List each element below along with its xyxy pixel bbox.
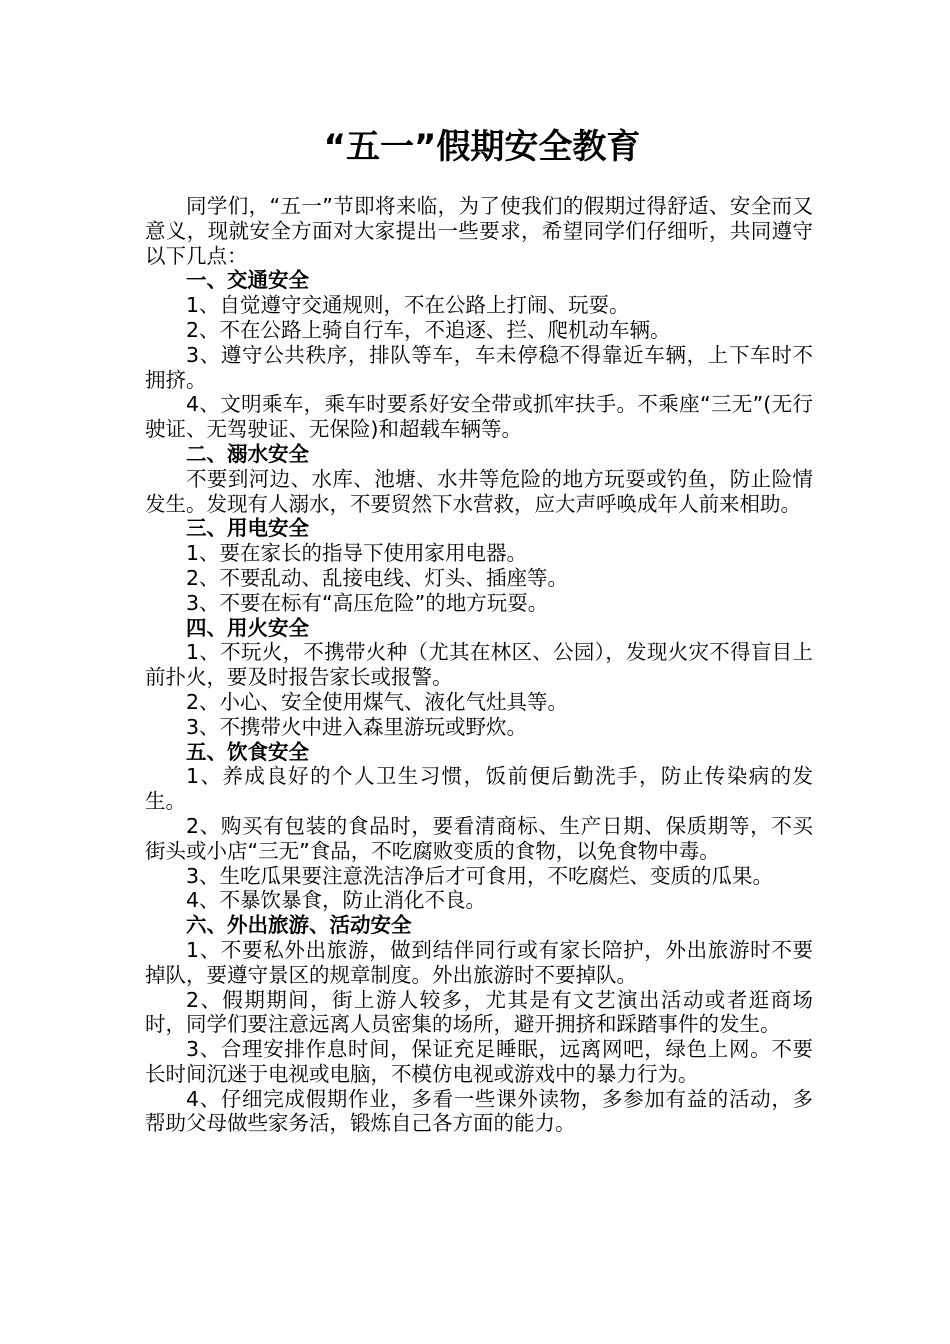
section-heading-fire: 四、用火安全 [186, 615, 309, 640]
section-heading-drowning: 二、溺水安全 [186, 441, 309, 466]
document-page [145, 122, 813, 1136]
food-item-3: 3、生吃瓜果要注意洗洁净后才可食用，不吃腐烂、变质的瓜果。 [186, 863, 774, 888]
fire-item-1: 1、不玩火，不携带火种（尤其在林区、公园），发现火灾不得盲目上前扑火，要及时报告家长或报警。 [145, 640, 813, 690]
travel-item-1: 1、不要私外出旅游，做到结伴同行或有家长陪护，外出旅游时不要掉队，要遵守景区的规章制度。外出旅游时不要掉队。 [145, 937, 813, 987]
electricity-item-3: 3、不要在标有“高压危险”的地方玩耍。 [186, 590, 549, 615]
section-heading-travel: 六、外出旅游、活动安全 [186, 913, 412, 938]
fire-item-2: 2、小心、安全使用煤气、液化气灶具等。 [186, 689, 569, 714]
drowning-item-1: 不要到河边、水库、池塘、水井等危险的地方玩耍或钓鱼，防止险情发生。发现有人溺水，不要贸然下水营救，应大声呼唤成年人前来相助。 [145, 466, 813, 516]
intro-paragraph: 同学们，“五一”节即将来临，为了使我们的假期过得舒适、安全而又意义，现就安全方面对大家提出一些要求，希望同学们仔细听，共同遵守以下几点： [145, 194, 813, 268]
section-heading-electricity: 三、用电安全 [186, 516, 309, 541]
traffic-item-4: 4、文明乘车，乘车时要系好安全带或抓牢扶手。不乘座“三无”(无行驶证、无驾驶证、无保险)和超载车辆等。 [145, 392, 813, 442]
section-heading-food: 五、饮食安全 [186, 739, 309, 764]
traffic-item-2: 2、不在公路上骑自行车，不追逐、拦、爬机动车辆。 [186, 317, 671, 342]
electricity-item-1: 1、要在家长的指导下使用家用电器。 [186, 541, 528, 566]
document-body [145, 194, 813, 1136]
fire-item-3: 3、不携带火中进入森里游玩或野炊。 [186, 714, 528, 739]
travel-item-2: 2、假期期间，街上游人较多，尤其是有文艺演出活动或者逛商场时，同学们要注意远离人员密集的场所，避开拥挤和踩踏事件的发生。 [145, 987, 813, 1037]
food-item-1: 1、养成良好的个人卫生习惯，饭前便后勤洗手，防止传染病的发生。 [145, 764, 813, 814]
food-item-4: 4、不暴饮暴食，防止消化不良。 [186, 888, 487, 913]
electricity-item-2: 2、不要乱动、乱接电线、灯头、插座等。 [186, 565, 569, 590]
traffic-item-1: 1、自觉遵守交通规则，不在公路上打闹、玩耍。 [186, 293, 630, 318]
traffic-item-3: 3、遵守公共秩序，排队等车，车未停稳不得靠近车辆，上下车时不拥挤。 [145, 342, 813, 392]
food-item-2: 2、购买有包装的食品时，要看清商标、生产日期、保质期等，不买街头或小店“三无”食品，不吃腐败变质的食物，以免食物中毒。 [145, 813, 813, 863]
document-title: “五一”假期安全教育 [323, 127, 641, 167]
travel-item-3: 3、合理安排作息时间，保证充足睡眠，远离网吧，绿色上网。不要长时间沉迷于电视或电脑，不模仿电视或游戏中的暴力行为。 [145, 1037, 813, 1086]
section-heading-traffic: 一、交通安全 [186, 268, 309, 293]
travel-item-4: 4、仔细完成假期作业，多看一些课外读物，多参加有益的活动，多帮助父母做些家务活，锻炼自己各方面的能力。 [145, 1086, 813, 1136]
